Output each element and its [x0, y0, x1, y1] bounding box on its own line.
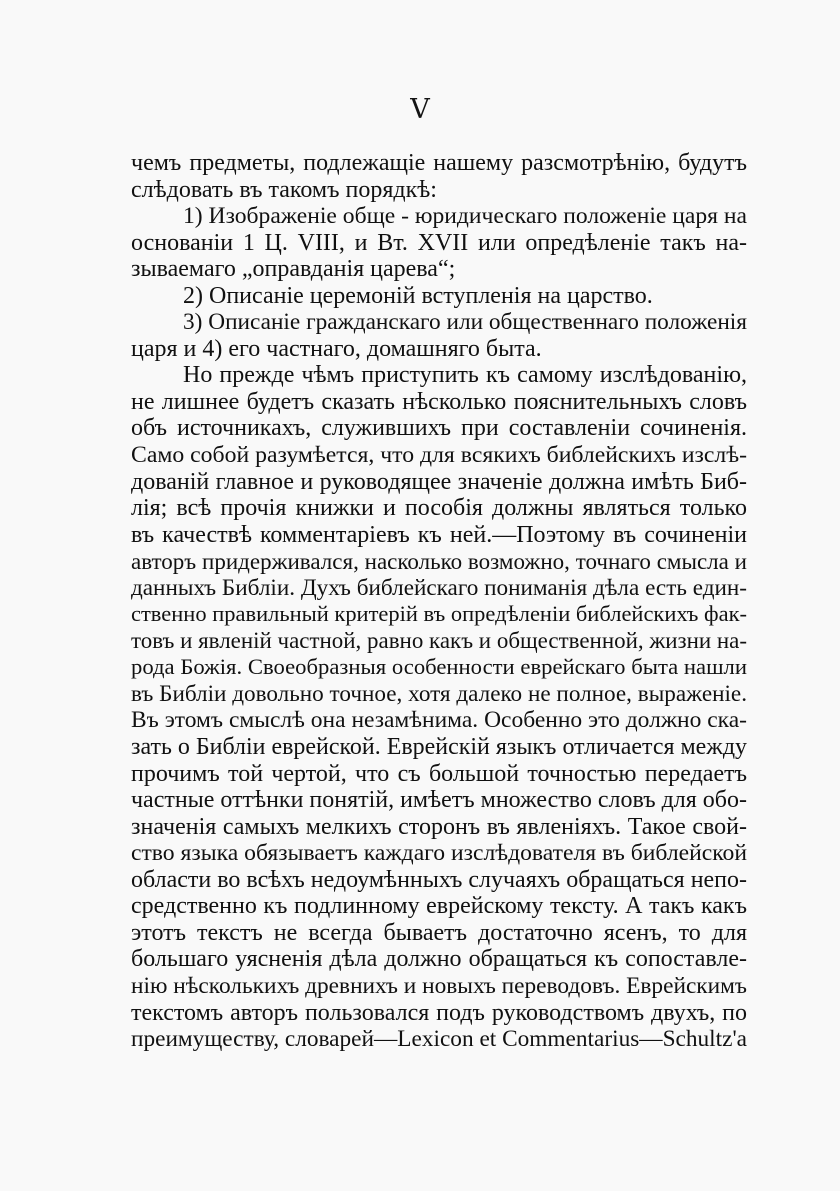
text-line: преимуществу, словарей—Lexicon et Commentarius—Schultz'а	[131, 1026, 747, 1053]
text-line: товъ и явленій частной, равно какъ и общественной, жизни на-	[131, 627, 747, 653]
text-line: основаніи 1 Ц. VIII, и Вт. XVII или опредѣленіе такъ на-	[131, 229, 747, 256]
text-line: 2) Описаніе церемоній вступленія на царство.	[183, 282, 653, 309]
text-line: Но прежде чѣмъ приступить къ самому изслѣдованію,	[183, 362, 747, 389]
text-line: царя и 4) его частнаго, домашняго быта.	[131, 335, 542, 362]
text-line: текстомъ авторъ пользовался подъ руководствомъ двухъ, по	[131, 999, 747, 1026]
text-line: ственно правильный критерій въ опредѣленіи библейскихъ фак-	[131, 601, 747, 627]
text-line: дованій главное и руководящее значеніе должна имѣть Биб-	[131, 468, 747, 495]
text-line: средственно къ подлинному еврейскому тексту. А такъ какъ	[131, 893, 747, 920]
text-line: 3) Описаніе гражданскаго или общественнаго положенія	[183, 309, 747, 336]
text-line: зываемаго „оправданія царева“;	[131, 256, 456, 283]
page-number: V	[410, 94, 430, 125]
text-line: Само собой разумѣется, что для всякихъ библейскихъ изслѣ-	[131, 442, 748, 469]
text-line: данныхъ Библіи. Духъ библейскаго пониманія дѣла есть един-	[131, 574, 747, 601]
text-line: прочимъ той чертой, что съ большой точностью передаетъ	[131, 760, 747, 787]
text-line: рода Божія. Своеобразныя особенности еврейскаго быта нашли	[131, 654, 747, 680]
text-line: большаго уясненія дѣла должно обращаться къ сопоставле-	[131, 946, 747, 973]
text-line: зать о Библіи еврейской. Еврейскій языкъ отличается между	[131, 734, 747, 761]
text-line: значенія самыхъ мелкихъ сторонъ въ явленіяхъ. Такое свой-	[131, 813, 747, 840]
text-line: объ источникахъ, служившихъ при составленіи сочиненія.	[131, 415, 747, 442]
body-text	[131, 150, 747, 1053]
text-line: слѣдовать въ такомъ порядкѣ:	[131, 176, 437, 203]
text-line: этотъ текстъ не всегда бываетъ достаточно ясенъ, то для	[131, 919, 747, 946]
text-line: Въ этомъ смыслѣ она незамѣнима. Особенно это должно ска-	[131, 707, 747, 734]
text-line: ство языка обязываетъ каждаго изслѣдователя въ библейской	[131, 840, 747, 867]
text-line: въ Библіи довольно точное, хотя далеко не полное, выраженіе.	[131, 680, 747, 707]
text-line: авторъ придерживался, насколько возможно, точнаго смысла и	[131, 548, 747, 575]
text-line: не лишнее будетъ сказать нѣсколько пояснительныхъ словъ	[131, 388, 747, 415]
text-line: частные оттѣнки понятій, имѣетъ множество словъ для обо-	[131, 787, 747, 814]
text-line: нію нѣсколькихъ древнихъ и новыхъ переводовъ. Еврейскимъ	[131, 972, 747, 999]
text-line: области во всѣхъ недоумѣнныхъ случаяхъ обращаться непо-	[131, 866, 747, 893]
text-line: 1) Изображеніе обще - юридическаго положеніе царя на	[183, 203, 747, 230]
text-line: чемъ предметы, подлежащіе нашему разсмотрѣнію, будутъ	[131, 150, 747, 176]
text-line: въ качествѣ комментаріевъ къ ней.—Поэтому въ сочиненіи	[131, 521, 747, 548]
text-line: лія; всѣ прочія книжки и пособія должны являться только	[131, 495, 747, 522]
